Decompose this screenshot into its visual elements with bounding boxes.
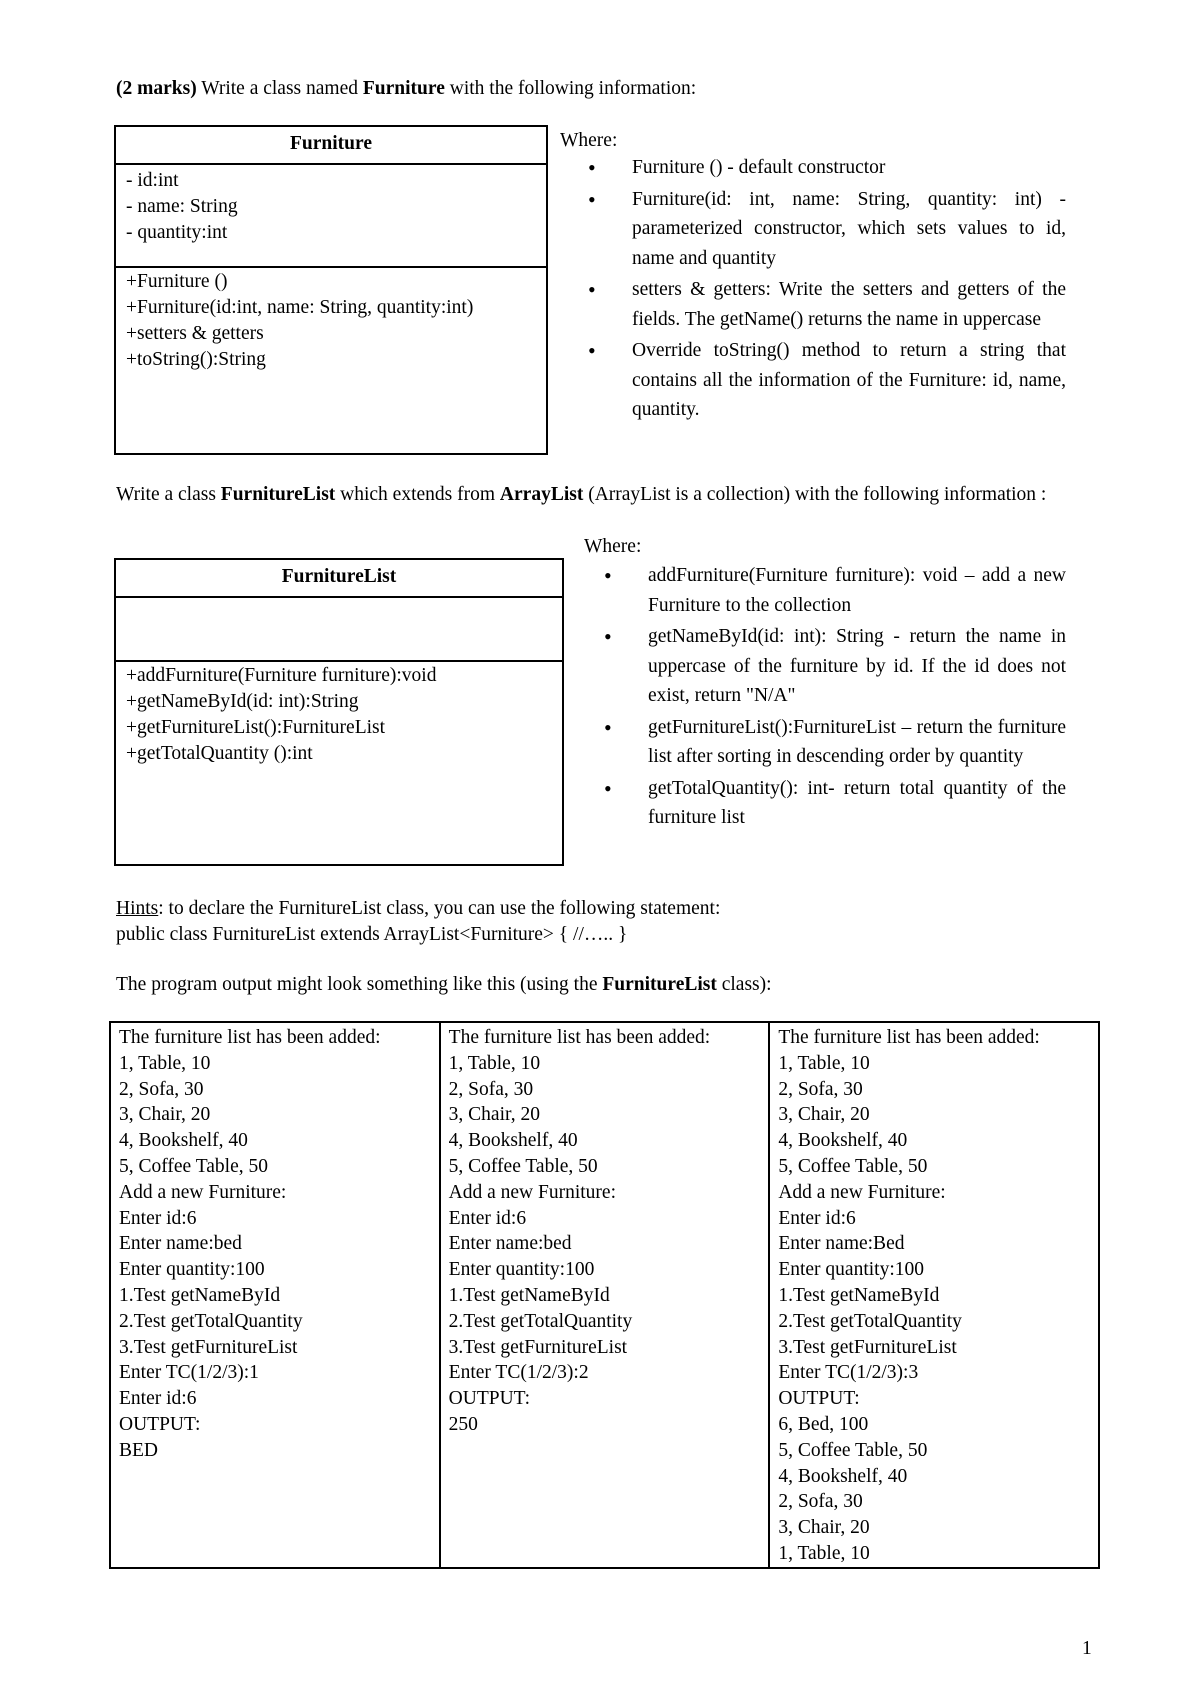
output-line: 3.Test getFurnitureList — [119, 1336, 298, 1358]
intro-text-after: with the following information: — [444, 78, 697, 99]
output-line: The furniture list has been added: — [119, 1027, 381, 1048]
furniture-methods — [116, 268, 546, 373]
output-line: 3, Chair, 20 — [448, 1104, 540, 1126]
output-column-tc1 — [110, 1022, 440, 1568]
furniturelist-uml-box — [114, 558, 564, 866]
intro-class-name: Furniture — [362, 78, 445, 99]
output-line: 4, Bookshelf, 40 — [448, 1130, 578, 1152]
output-line: 5, Coffee Table, 50 — [778, 1439, 928, 1461]
output-line: 4, Bookshelf, 40 — [119, 1130, 248, 1152]
output-line: Enter name:bed — [119, 1233, 242, 1255]
output-line: 2, Sofa, 30 — [778, 1491, 863, 1513]
hints-text: : to declare the FurnitureList class, you can use the following statement: — [158, 898, 721, 919]
field-item: - id:int — [126, 170, 179, 191]
furniture-uml-box — [114, 125, 548, 455]
where-bullet: • getNameById(id: int): String - return the name in uppercase of the furniture by id. If the id does not exist, return "N/A" — [648, 622, 1066, 711]
output-line: The furniture list has been added: — [448, 1027, 711, 1048]
output-line: Add a new Furniture: — [778, 1181, 946, 1203]
output-column-tc3 — [769, 1022, 1099, 1568]
intro-line — [116, 76, 696, 102]
output-line: 5, Coffee Table, 50 — [778, 1155, 928, 1177]
output-line: Add a new Furniture: — [448, 1181, 616, 1203]
furniture-uml-title: Furniture — [116, 127, 546, 165]
where-bullet: • Override toString() method to return a string that contains all the information of the Furniture: id, name, quantity. — [632, 336, 1066, 425]
output-line: 2.Test getTotalQuantity — [119, 1310, 303, 1332]
marks-label: (2 marks) — [116, 78, 197, 99]
output-line: 2, Sofa, 30 — [119, 1078, 204, 1100]
list-intro-class-name: FurnitureList — [220, 484, 336, 505]
output-line: 2.Test getTotalQuantity — [448, 1310, 633, 1332]
where-bullet: • getTotalQuantity(): int- return total quantity of the furniture list — [648, 774, 1066, 833]
method-item: +getTotalQuantity ():int — [126, 743, 313, 764]
list-intro-base: ArrayList — [499, 484, 584, 505]
output-line: OUTPUT: — [119, 1413, 201, 1435]
output-line: Enter TC(1/2/3):1 — [119, 1362, 259, 1384]
output-line: 1, Table, 10 — [448, 1052, 541, 1074]
output-line: 2, Sofa, 30 — [778, 1078, 863, 1100]
output-table — [109, 1021, 1100, 1569]
output-intro-text: The program output might look something like this (using the — [116, 974, 603, 995]
output-line: 5, Coffee Table, 50 — [119, 1155, 269, 1177]
output-line: 3, Chair, 20 — [778, 1104, 870, 1126]
output-line: 4, Bookshelf, 40 — [778, 1130, 908, 1152]
output-line: OUTPUT: — [778, 1388, 860, 1410]
furniturelist-where-list — [648, 561, 1066, 835]
furniture-where-label: Where: — [560, 130, 618, 151]
method-item: +getFurnitureList():FurnitureList — [126, 717, 386, 738]
field-item: - quantity:int — [126, 222, 228, 243]
page-number: 1 — [1082, 1638, 1092, 1659]
output-line: The furniture list has been added: — [778, 1027, 1040, 1048]
where-bullet: • Furniture () - default constructor — [632, 153, 1066, 183]
output-intro-class-name: FurnitureList — [602, 974, 717, 995]
output-line: Enter TC(1/2/3):2 — [448, 1362, 589, 1384]
method-item: +getNameById(id: int):String — [126, 691, 359, 712]
output-line: 2.Test getTotalQuantity — [778, 1310, 962, 1332]
output-line: 1.Test getNameById — [119, 1284, 281, 1306]
output-line: 5, Coffee Table, 50 — [448, 1155, 598, 1177]
output-intro — [116, 972, 772, 998]
list-intro — [116, 482, 1068, 508]
furniturelist-methods — [116, 662, 562, 767]
where-bullet: • getFurnitureList():FurnitureList – return the furniture list after sorting in descending order by quantity — [648, 713, 1066, 772]
list-intro-text-2: which extends from — [335, 484, 500, 505]
output-line: 6, Bed, 100 — [778, 1413, 869, 1435]
method-item: +Furniture () — [126, 271, 228, 292]
table-row — [110, 1022, 1099, 1568]
list-intro-text: Write a class — [116, 484, 221, 505]
output-line: OUTPUT: — [448, 1388, 531, 1410]
output-line: Enter quantity:100 — [448, 1259, 595, 1281]
output-line: 3.Test getFurnitureList — [448, 1336, 628, 1358]
furniture-where-list — [632, 153, 1066, 427]
output-line: 2, Sofa, 30 — [448, 1078, 534, 1100]
output-line: 250 — [448, 1413, 478, 1435]
output-line: BED — [119, 1439, 158, 1461]
output-line: 3, Chair, 20 — [119, 1104, 211, 1126]
method-item: +setters & getters — [126, 323, 264, 344]
furniturelist-fields — [116, 598, 562, 662]
furniturelist-where-label: Where: — [584, 536, 642, 557]
field-item: - name: String — [126, 196, 238, 217]
output-line: Add a new Furniture: — [119, 1181, 287, 1203]
output-line: Enter name:Bed — [778, 1233, 905, 1255]
method-item: +addFurniture(Furniture furniture):void — [126, 665, 437, 686]
list-intro-text-3: (ArrayList is a collection) with the following information : — [583, 484, 1047, 505]
where-bullet: • addFurniture(Furniture furniture): void – add a new Furniture to the collection — [648, 561, 1066, 620]
output-line: 3, Chair, 20 — [778, 1517, 870, 1539]
output-line: Enter TC(1/2/3):3 — [778, 1362, 919, 1384]
hints-label: Hints — [116, 898, 159, 919]
output-line: 1, Table, 10 — [778, 1542, 870, 1564]
output-line: 1, Table, 10 — [778, 1052, 870, 1074]
method-item: +toString():String — [126, 349, 266, 370]
output-line: 1.Test getNameById — [448, 1284, 610, 1306]
output-column-tc2 — [440, 1022, 770, 1568]
hints-code: public class FurnitureList extends ArrayList<Furniture> { //….. } — [116, 924, 628, 945]
output-line: Enter id:6 — [448, 1207, 527, 1229]
where-bullet: • setters & getters: Write the setters and getters of the fields. The getName() returns the name in uppercase — [632, 275, 1066, 334]
output-line: 1, Table, 10 — [119, 1052, 211, 1074]
output-line: Enter name:bed — [448, 1233, 572, 1255]
output-line: Enter id:6 — [119, 1207, 197, 1229]
furniture-fields — [116, 165, 546, 268]
hints-line — [116, 896, 720, 922]
output-line: 4, Bookshelf, 40 — [778, 1465, 908, 1487]
output-line: Enter id:6 — [119, 1388, 197, 1410]
where-bullet: • Furniture(id: int, name: String, quantity: int) - parameterized constructor, which sets values to id, name and quantity — [632, 185, 1066, 274]
output-line: 3.Test getFurnitureList — [778, 1336, 957, 1358]
output-line: Enter id:6 — [778, 1207, 856, 1229]
output-line: Enter quantity:100 — [778, 1259, 924, 1281]
output-line: Enter quantity:100 — [119, 1259, 265, 1281]
output-line: 1.Test getNameById — [778, 1284, 940, 1306]
output-intro-text-2: class): — [716, 974, 772, 995]
intro-text: Write a class named — [196, 78, 363, 99]
method-item: +Furniture(id:int, name: String, quantity:int) — [126, 297, 474, 318]
furniturelist-uml-title: FurnitureList — [116, 560, 562, 598]
